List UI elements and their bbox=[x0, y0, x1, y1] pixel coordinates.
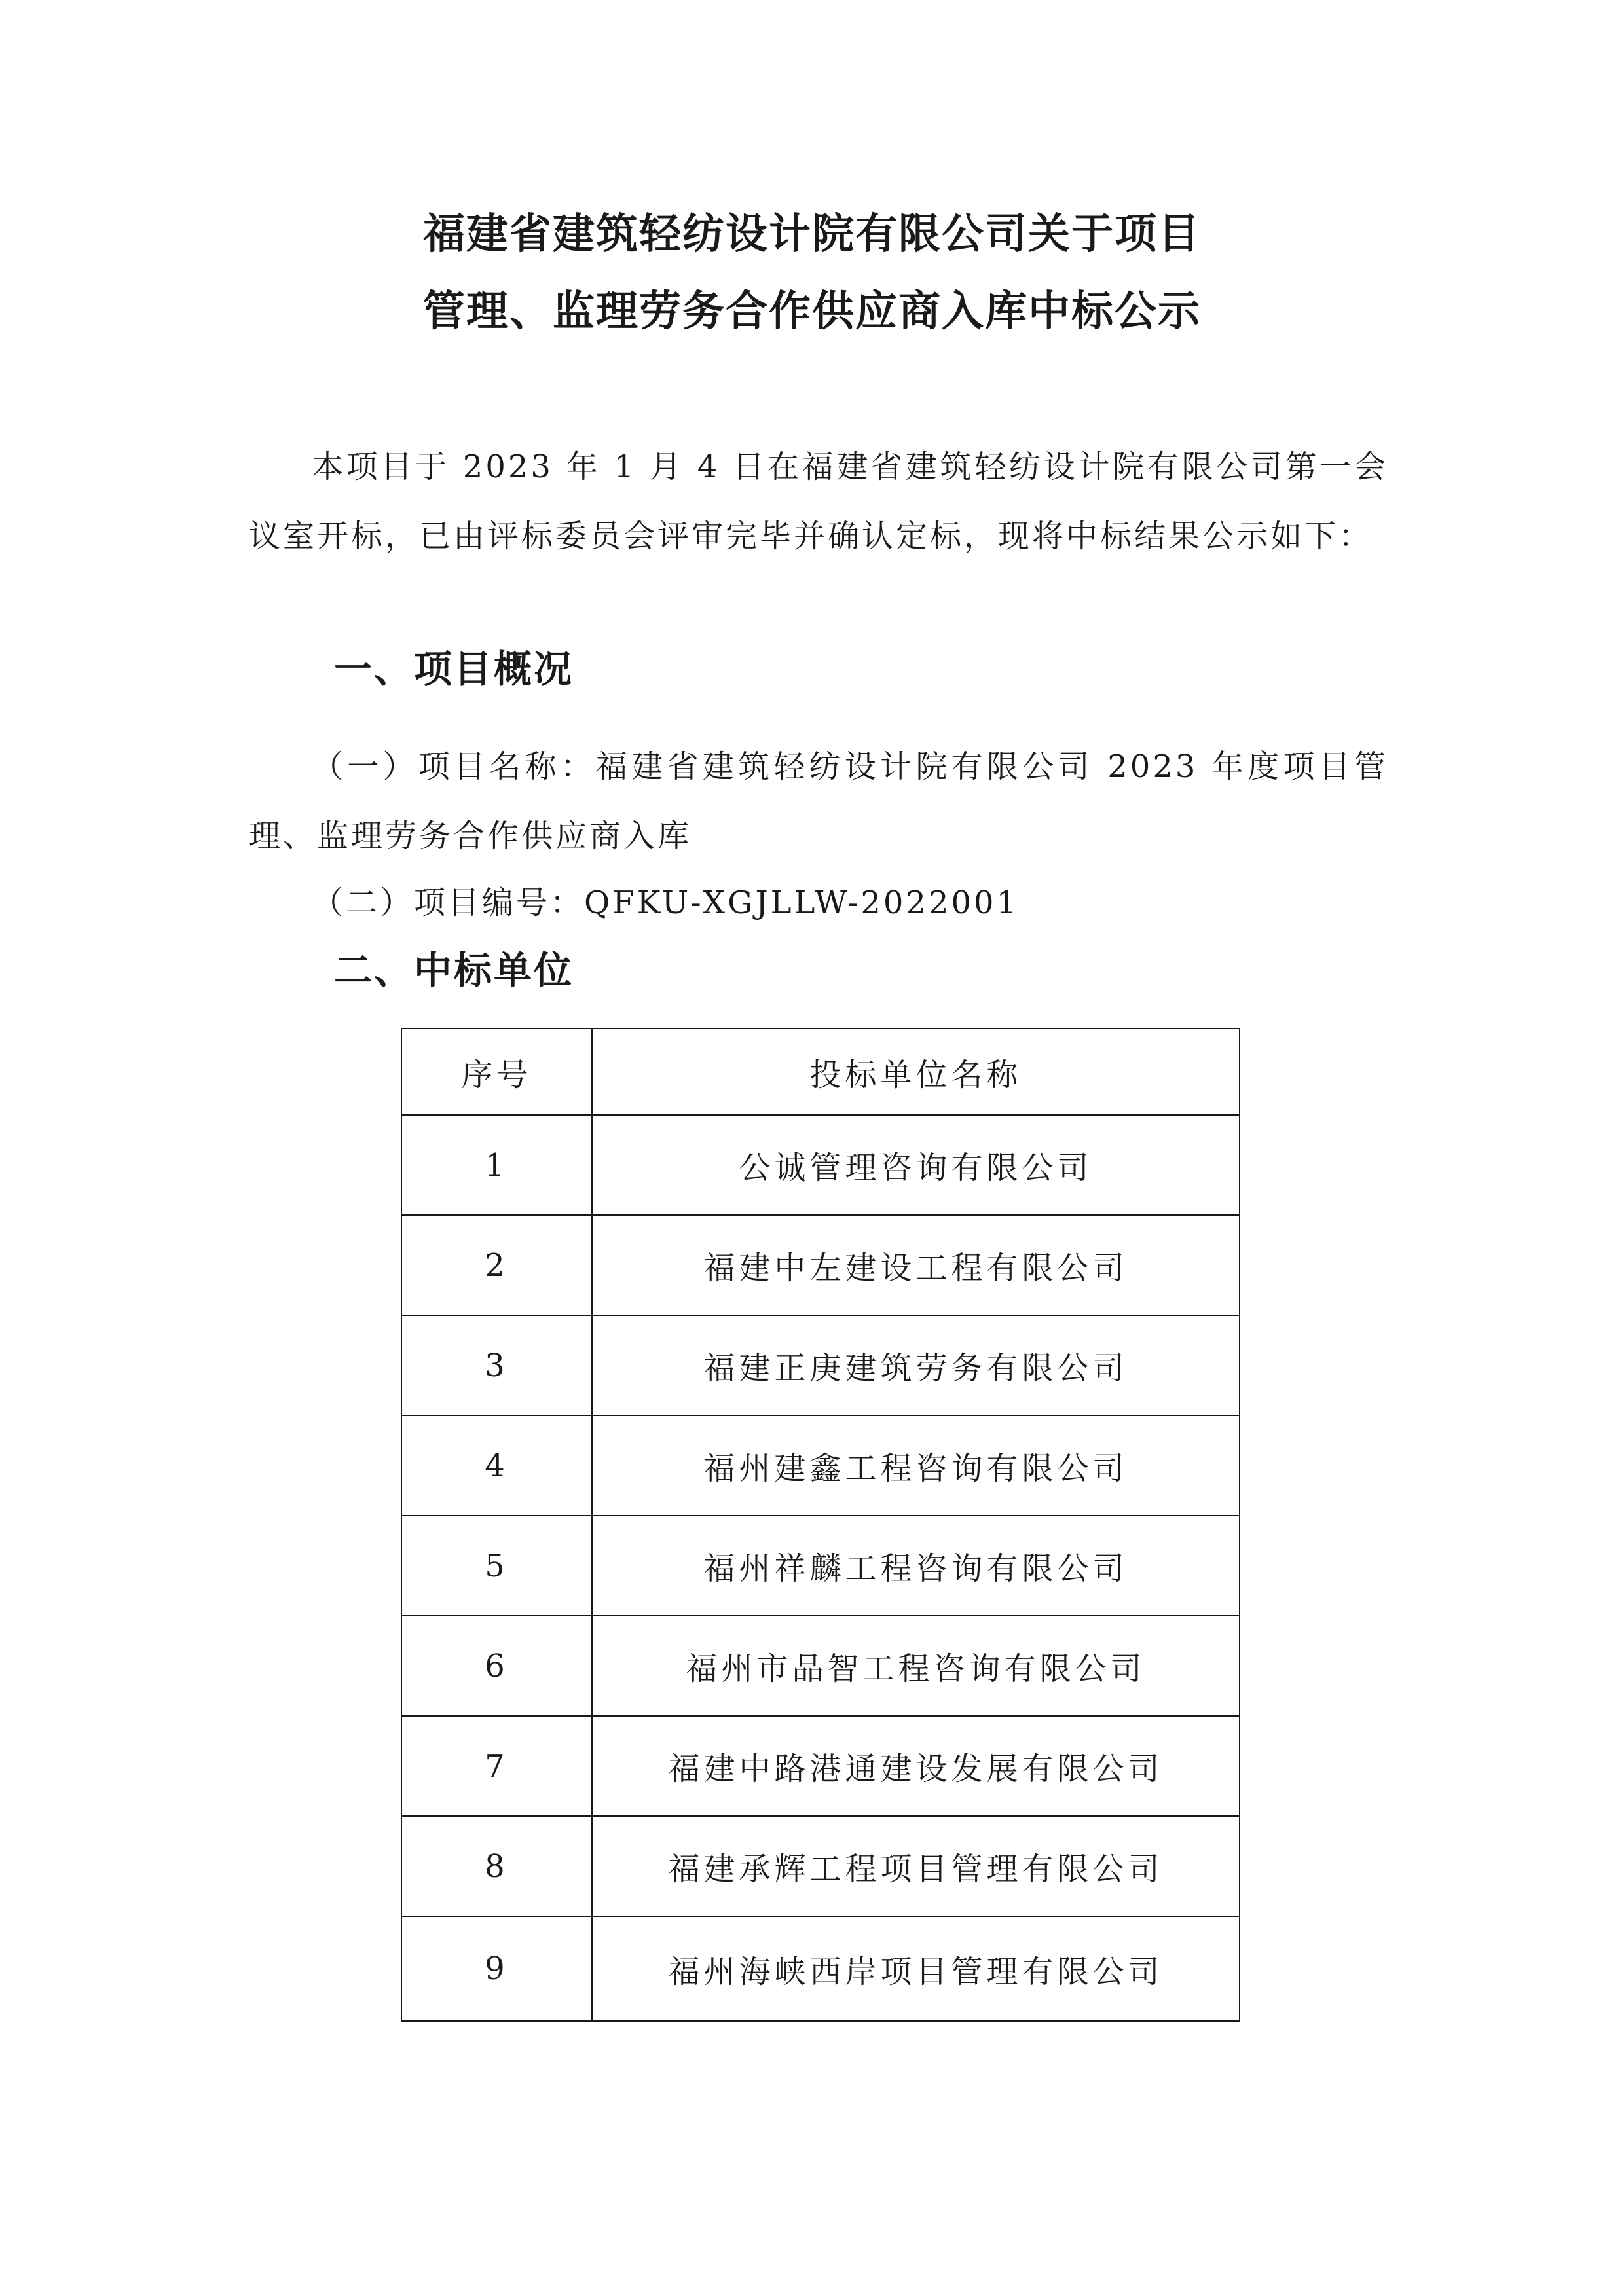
row-company-name: 福建正庚建筑劳务有限公司 bbox=[592, 1315, 1240, 1415]
row-company-name: 福州海峡西岸项目管理有限公司 bbox=[592, 1916, 1240, 2021]
row-company-name: 福建承辉工程项目管理有限公司 bbox=[592, 1816, 1240, 1916]
header-serial-number: 序号 bbox=[401, 1029, 592, 1115]
row-company-name: 福建中左建设工程有限公司 bbox=[592, 1215, 1240, 1315]
table-row bbox=[401, 1516, 1240, 1616]
row-number: 9 bbox=[401, 1916, 592, 2021]
header-bidder-name: 投标单位名称 bbox=[592, 1029, 1240, 1115]
row-company-name: 福州建鑫工程咨询有限公司 bbox=[592, 1415, 1240, 1516]
document-title-line-2: 管理、监理劳务合作供应商入库中标公示 bbox=[423, 287, 1201, 336]
project-number-paragraph: （二）项目编号：QFKU-XGJLLW-2022001 bbox=[312, 884, 1020, 921]
intro-paragraph: 本项目于 2023 年 1 月 4 日在福建省建筑轻纺设计院有限公司第一会议室开标，已由评标委员会评审完毕并确认定标，现将中标结果公示如下： bbox=[249, 448, 1388, 555]
section-heading-overview: 一、项目概况 bbox=[334, 647, 574, 691]
table-row bbox=[401, 1215, 1240, 1315]
table-row bbox=[401, 1916, 1240, 2021]
row-company-name: 公诚管理咨询有限公司 bbox=[592, 1115, 1240, 1215]
table-row bbox=[401, 1115, 1240, 1215]
table-row bbox=[401, 1315, 1240, 1415]
row-number: 6 bbox=[401, 1616, 592, 1716]
row-company-name: 福建中路港通建设发展有限公司 bbox=[592, 1716, 1240, 1816]
project-name-paragraph: （一）项目名称：福建省建筑轻纺设计院有限公司 2023 年度项目管理、监理劳务合作供应商入库 bbox=[249, 748, 1388, 854]
row-company-name: 福州祥麟工程咨询有限公司 bbox=[592, 1516, 1240, 1616]
table-row bbox=[401, 1415, 1240, 1516]
section-heading-winners: 二、中标单位 bbox=[334, 948, 574, 993]
row-number: 7 bbox=[401, 1716, 592, 1816]
table-header-row bbox=[401, 1029, 1240, 1115]
table-row bbox=[401, 1616, 1240, 1716]
winners-table bbox=[401, 1028, 1240, 2022]
row-number: 8 bbox=[401, 1816, 592, 1916]
row-number: 3 bbox=[401, 1315, 592, 1415]
row-number: 2 bbox=[401, 1215, 592, 1315]
document-title-line-1: 福建省建筑轻纺设计院有限公司关于项目 bbox=[423, 210, 1201, 259]
row-number: 1 bbox=[401, 1115, 592, 1215]
row-company-name: 福州市品智工程咨询有限公司 bbox=[592, 1616, 1240, 1716]
row-number: 5 bbox=[401, 1516, 592, 1616]
row-number: 4 bbox=[401, 1415, 592, 1516]
table-row bbox=[401, 1816, 1240, 1916]
table-row bbox=[401, 1716, 1240, 1816]
